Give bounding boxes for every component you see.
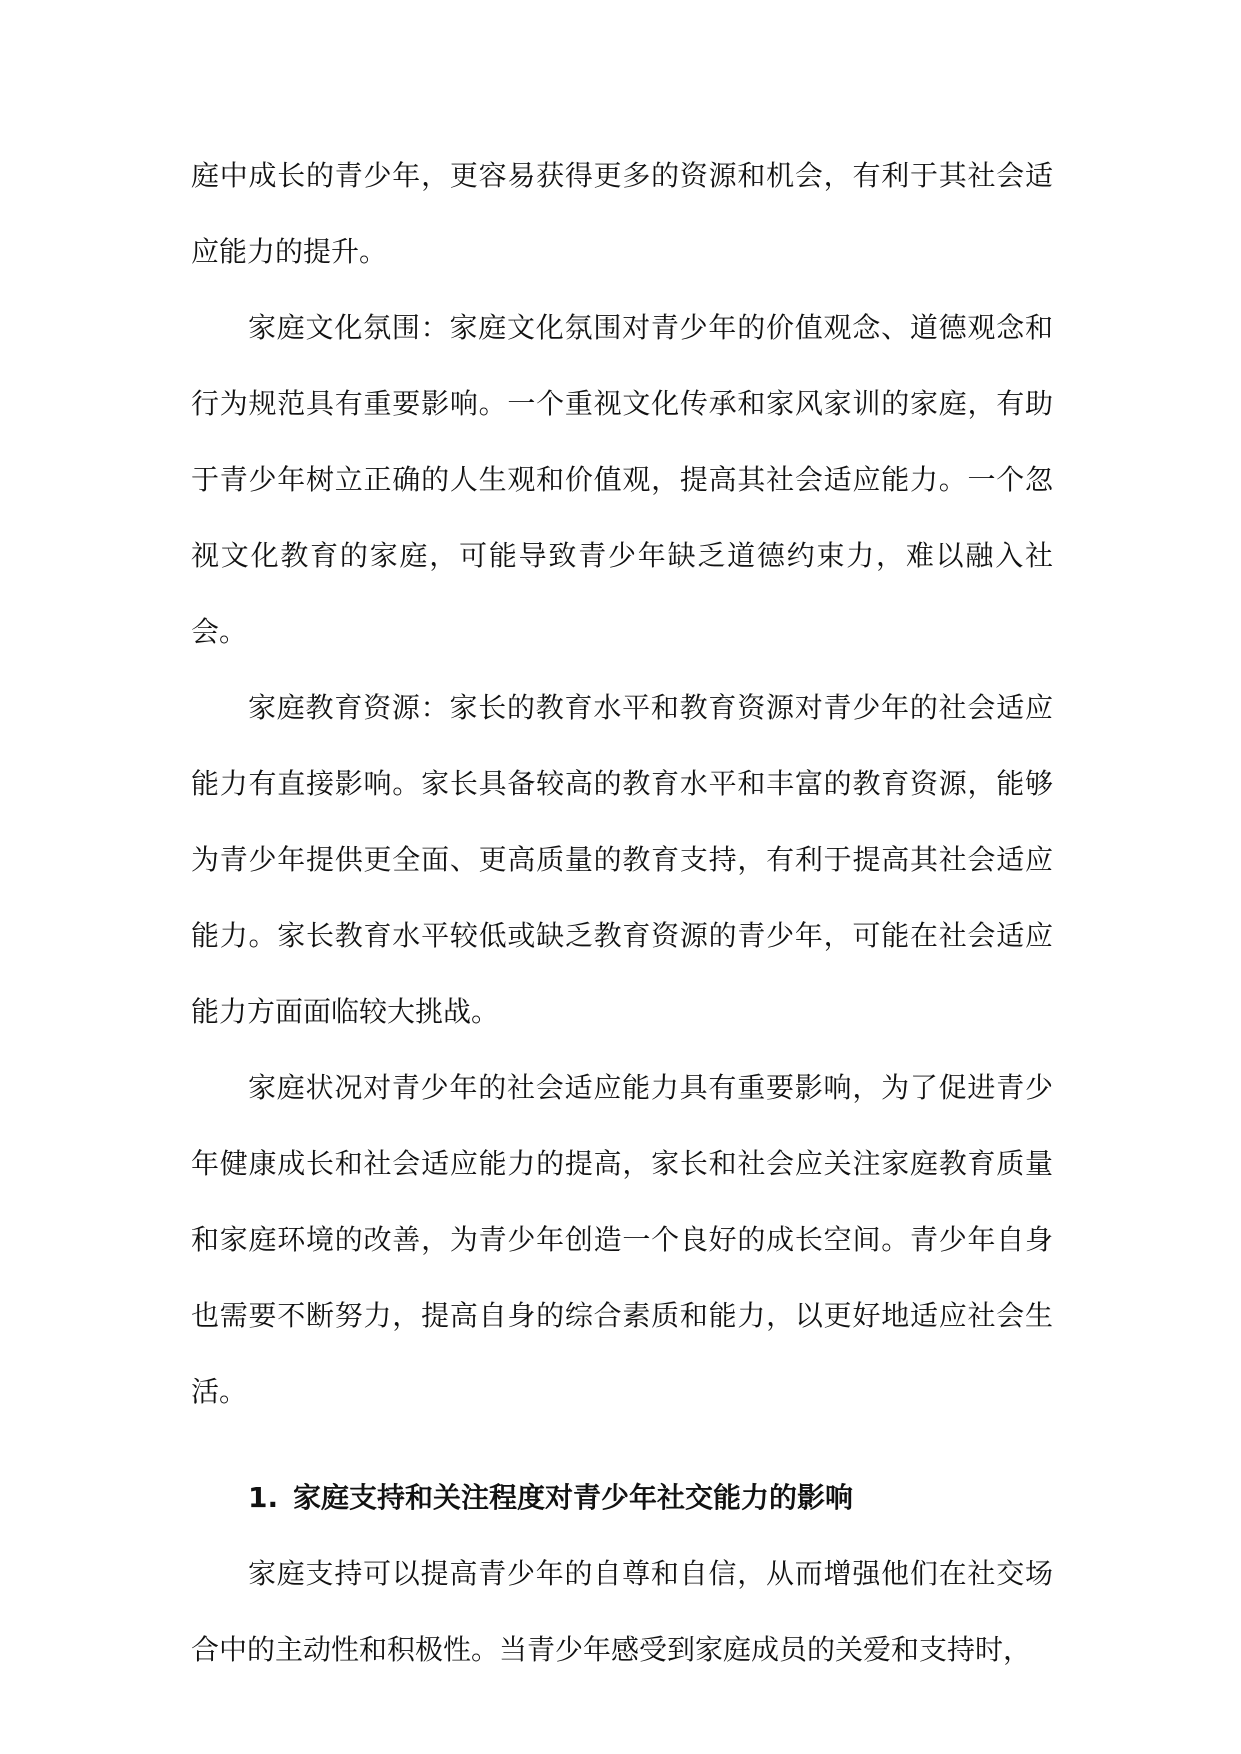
paragraph-education-resources: 家庭教育资源：家长的教育水平和教育资源对青少年的社会适应能力有直接影响。家长具备较高的教育水平和丰富的教育资源，能够为青少年提供更全面、更高质量的教育支持，有利于提高其社会适应能力。家长教育水平较低或缺乏教育资源的青少年，可能在社会适应能力方面面临较大挑战。 — [191, 691, 1053, 1028]
paragraph-family-support: 家庭支持可以提高青少年的自尊和自信，从而增强他们在社交场合中的主动性和积极性。当青少年感受到家庭成员的关爱和支持时， — [191, 1557, 1053, 1666]
section-number: 1. — [248, 1481, 279, 1514]
paragraph-conclusion: 家庭状况对青少年的社会适应能力具有重要影响，为了促进青少年健康成长和社会适应能力的提高，家长和社会应关注家庭教育质量和家庭环境的改善，为青少年创造一个良好的成长空间。青少年自身也需要不断努力，提高自身的综合素质和能力，以更好地适应社会生活。 — [191, 1071, 1053, 1408]
section-title: 家庭支持和关注程度对青少年社交能力的影响 — [293, 1481, 854, 1514]
paragraph-family-culture: 家庭文化氛围：家庭文化氛围对青少年的价值观念、道德观念和行为规范具有重要影响。一个重视文化传承和家风家训的家庭，有助于青少年树立正确的人生观和价值观，提高其社会适应能力。一个忽视文化教育的家庭，可能导致青少年缺乏道德约束力，难以融入社会。 — [191, 311, 1053, 648]
paragraph-continuation: 庭中成长的青少年，更容易获得更多的资源和机会，有利于其社会适应能力的提升。 — [191, 159, 1053, 268]
section-heading — [191, 1460, 1053, 1536]
document-body — [191, 138, 1053, 1688]
